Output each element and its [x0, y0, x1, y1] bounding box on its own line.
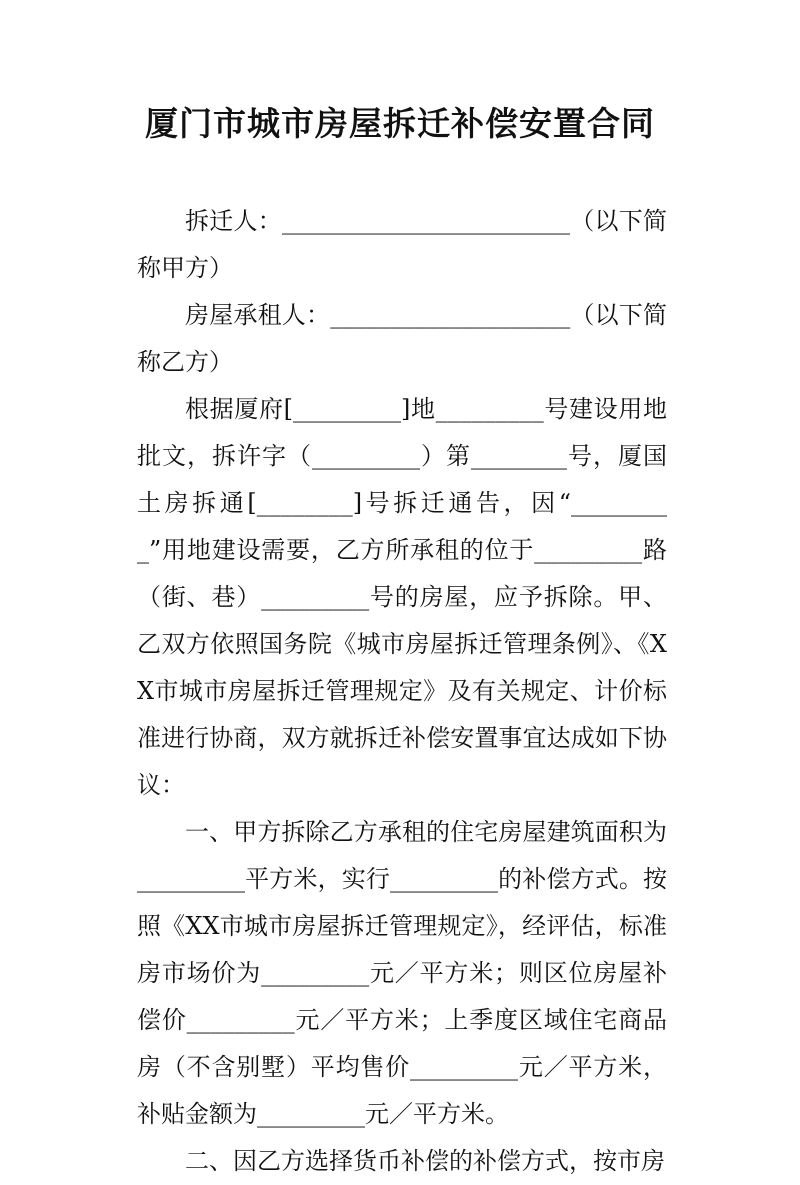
- document-body: [137, 198, 667, 1185]
- clause-article-1: 一、甲方拆除乙方承租的住宅房屋建筑面积为_________平方米，实行_________的补偿方式。按照《XX市城市房屋拆迁管理规定》，经评估，标准房市场价为_________元／平方米；则区位房屋补偿价_________元／平方米；上季度区域住宅商品房（不含别墅）平均售价_________元／平方米，补贴金额为_________元／平方米。: [137, 818, 667, 1128]
- clause-tenant: 房屋承租人：____________________（以下简称乙方）: [137, 301, 667, 376]
- clause-article-2: 二、因乙方选择货币补偿的补偿方式，按市房: [185, 1147, 665, 1175]
- document-title: 厦门市城市房屋拆迁补偿安置合同: [145, 104, 655, 143]
- clause-demolisher: 拆迁人：________________________（以下简称甲方）: [137, 207, 667, 282]
- clause-basis: 根据厦府[_________]地_________号建设用地批文，拆许字（_________）第________号，厦国土房拆通[________]号拆迁通告，因“_________”用地建设需要，乙方所承租的位于_________路（街、巷）_________号的房屋，应予拆除。甲、乙双方依照国务院《城市房屋拆迁管理条例》、《XX市城市房屋拆迁管理规定》及有关规定、计价标准进行协商，双方就拆迁补偿安置事宜达成如下协议：: [137, 395, 667, 799]
